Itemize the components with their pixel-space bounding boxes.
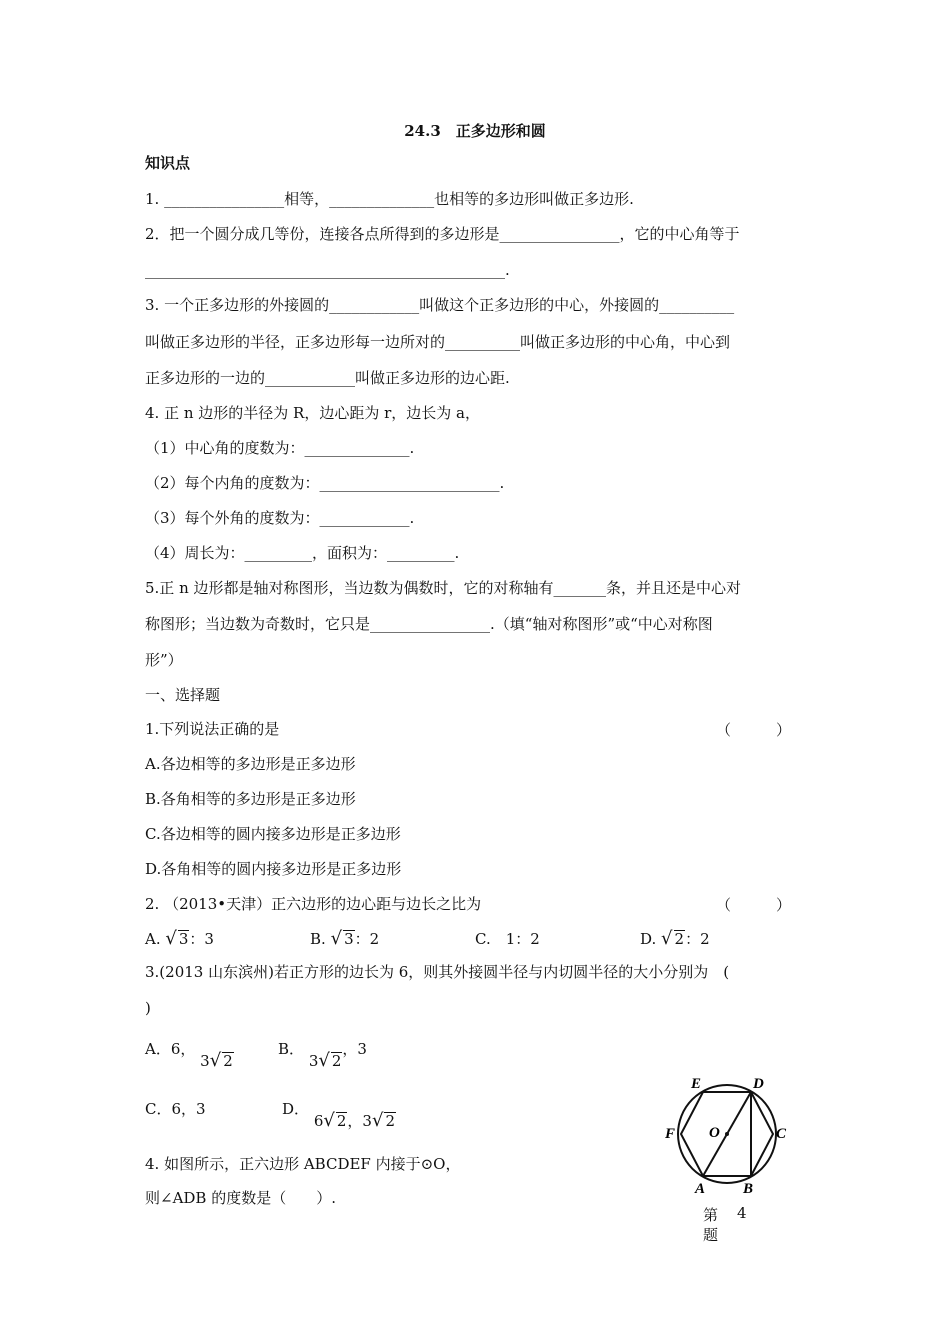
q3-option-b: B． 3√ 2，3 [278,1040,367,1071]
q2-option-a: A. √ 3：3 [145,928,214,949]
knowledge-4: 4. 正 n 边形的半径为 R，边心距为 r，边长为 a， [145,404,480,422]
figure-caption-1: 第 [703,1206,719,1224]
knowledge-4-1: （1）中心角的度数为：______________. [145,439,415,457]
knowledge-3b: 叫做正多边形的半径，正多边形每一边所对的__________叫做正多边形的中心角，中心到 [145,333,731,351]
knowledge-2a: 2．把一个圆分成几等份，连接各点所得到的多边形是________________，它的中心角等于 [145,225,740,243]
knowledge-5c: 形”） [145,651,183,669]
q1-option-c: C.各边相等的圆内接多边形是正多边形 [145,825,401,843]
q4-stem-2: 则∠ADB 的度数是（ ）. [145,1189,336,1207]
page-title: 24.3 正多边形和圆 [404,122,546,140]
knowledge-3c: 正多边形的一边的____________叫做正多边形的边心距. [145,369,510,387]
hexagon-figure [655,1070,805,1250]
knowledge-2b: ________________________________________________. [145,261,510,279]
q4-stem: 4. 如图所示，正六边形 ABCDEF 内接于⊙O， [145,1155,461,1173]
knowledge-1: 1. ________________相等，______________也相等的多边形叫做正多边形. [145,190,634,208]
q1-option-b: B.各角相等的多边形是正多边形 [145,790,356,808]
figure-caption-3: 题 [703,1226,719,1244]
label-c: C [776,1126,787,1142]
label-a: A [695,1181,706,1197]
q3-stem-close: ) [145,999,151,1017]
section-choice-heading: 一、选择题 [145,686,221,704]
q2-stem: 2. （2013•天津）正六边形的边心距与边长之比为 [145,895,482,913]
q3-option-a: A．6， 3√ 2 [145,1040,233,1071]
q1-option-a: A.各边相等的多边形是正多边形 [145,755,356,773]
q1-answer-paren: （ ） [716,721,792,739]
knowledge-4-4: （4）周长为：_________，面积为：_________. [145,544,460,562]
label-e: E [691,1076,702,1092]
q1-stem: 1.下列说法正确的是 [145,720,280,738]
knowledge-3a: 3. 一个正多边形的外接圆的____________叫做这个正多边形的中心，外接圆的__________ [145,296,735,314]
center-dot [725,1132,729,1136]
q2-option-b: B. √ 3：2 [310,928,380,949]
q2-option-c: C. 1：2 [475,930,540,948]
knowledge-5a: 5.正 n 边形都是轴对称图形，当边数为偶数时，它的对称轴有_______条，并且还是中心对 [145,579,742,597]
knowledge-4-2: （2）每个内角的度数为：________________________. [145,474,505,492]
label-d: D [753,1076,764,1092]
q3-option-c: C．6，3 [145,1100,206,1118]
knowledge-heading: 知识点 [145,154,191,172]
label-b: B [743,1181,754,1197]
q2-answer-paren: （ ） [716,896,792,914]
figure-caption-2: 4 [737,1204,747,1222]
label-o: O [709,1125,720,1141]
q3-option-d: D． 6√ 2，3√ 2 [282,1100,395,1131]
label-f: F [665,1126,676,1142]
knowledge-4-3: （3）每个外角的度数为：____________. [145,509,415,527]
q3-stem: 3.(2013 山东滨州)若正方形的边长为 6，则其外接圆半径与内切圆半径的大小分别为 ( [145,963,730,981]
q2-option-d: D. √ 2：2 [640,928,710,949]
q1-option-d: D.各角相等的圆内接多边形是正多边形 [145,860,402,878]
inscribed-hexagon-diagram [655,1070,805,1200]
knowledge-5b: 称图形；当边数为奇数时，它只是________________.（填“轴对称图形”或“中心对称图 [145,615,713,633]
